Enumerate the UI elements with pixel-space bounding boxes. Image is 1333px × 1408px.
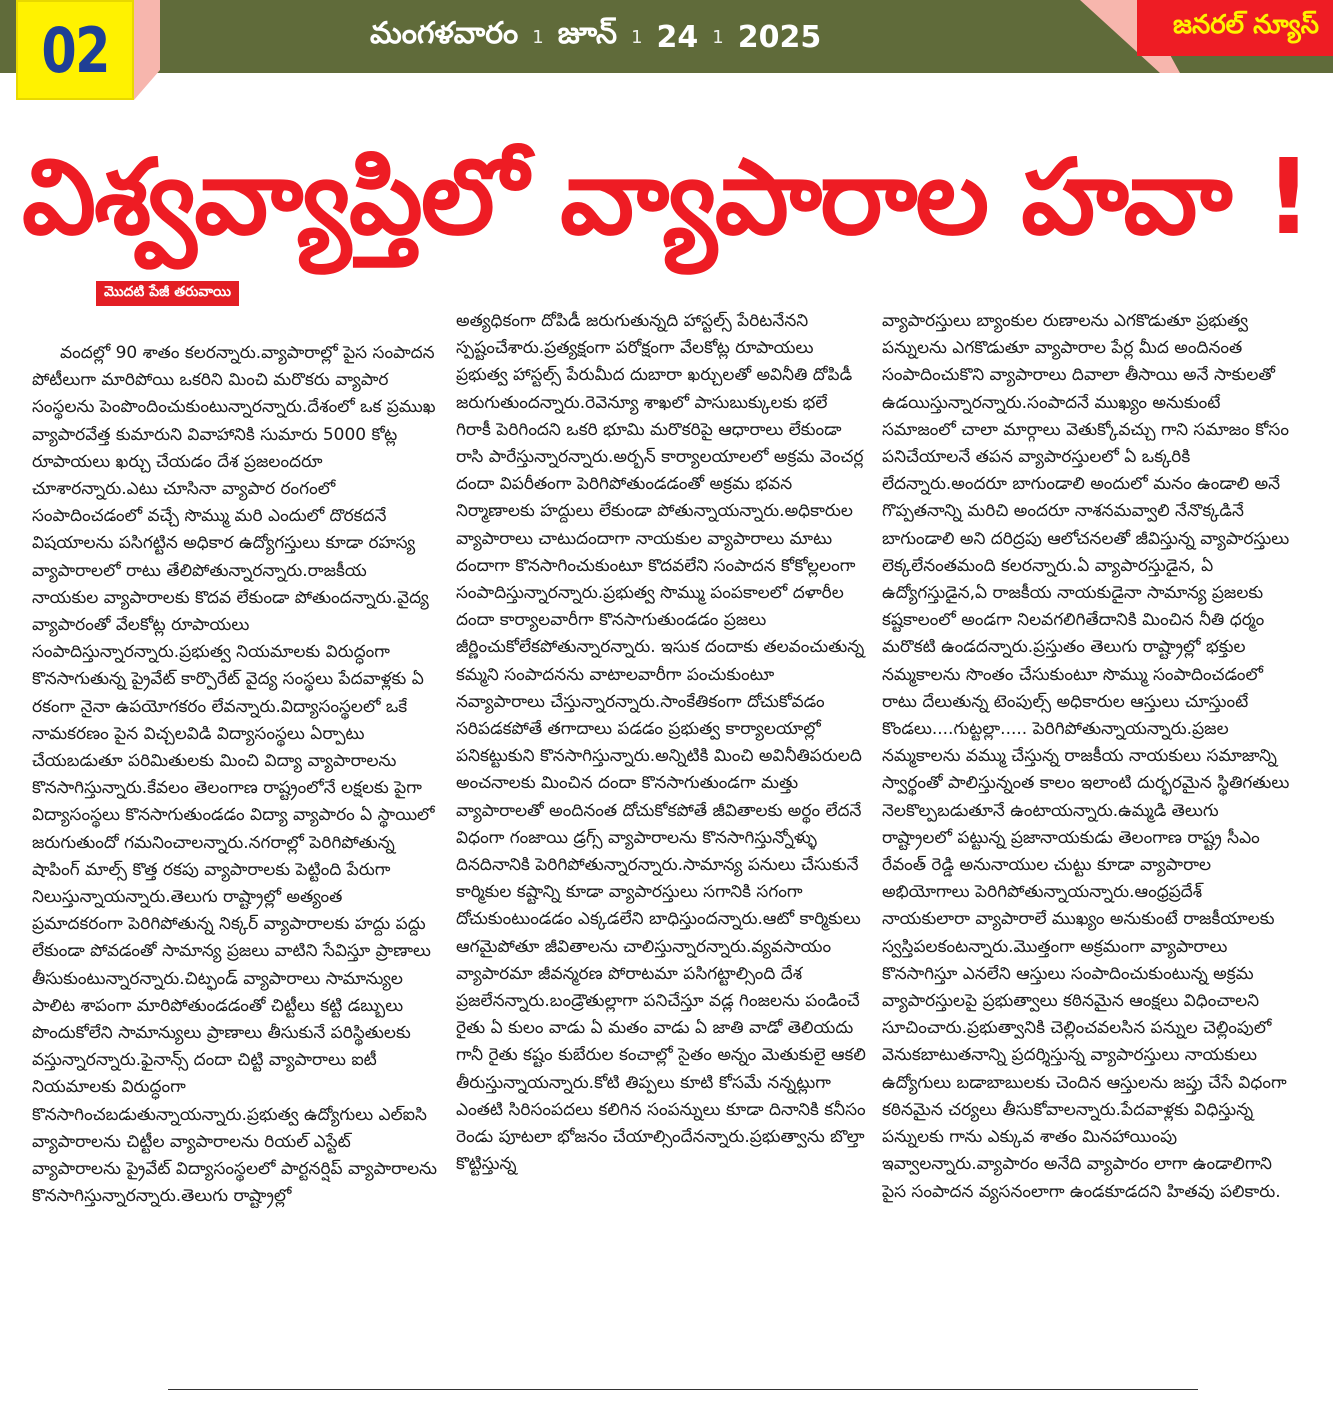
article-column-1: వందల్లో 90 శాతం కలరన్నారు.వ్యాపారాల్లో పైస సంపాదన పోటీలుగా మారిపోయి ఒకరిని మించి మరొకరు వ్యాపార సంస్థలను పెంపొందించుకుంటున్నారన్నారు.దేశంలో ఒక ప్రముఖ వ్యాపారవేత్త కుమారుని వివాహానికి సుమారు 5000 కోట్ల రూపాయలు ఖర్చు చేయడం దేశ ప్రజలందరూ చూశారన్నారు.ఎటు చూసినా వ్యాపార రంగంలో సంపాదించడంలో వచ్చే సొమ్ము మరి ఎందులో దొరకదనే విషయాలను పసిగట్టిన అధికార ఉద్యోగస్తులు కూడా రహస్య వ్యాపారాలలో రాటు తేలిపోతున్నారన్నారు.రాజకీయ నాయకుల వ్యాపారాలకు కొదవ లేకుండా పోతుందన్నారు.వైద్య వ్యాపారంతో వేలకోట్ల రూపాయలు సంపాదిస్తున్నారన్నారు.ప్రభుత్వ నియమాలకు విరుద్ధంగా కొనసాగుతున్న ప్రైవేట్ కార్పొరేట్ వైద్య సంస్థలు పేదవాళ్లకు ఏ రకంగా నైనా ఉపయోగకరం లేవన్నారు.విద్యాసంస్థలలో ఒకే నామకరణం పైన విచ్చలవిడి విద్యాసంస్థలు ఏర్పాటు చేయబడుతూ పరిమితులకు మించి విద్యా వ్యాపారాలను కొనసాగిస్తున్నారు.కేవలం తెలంగాణ రాష్ట్రంలోనే లక్షలకు పైగా విద్యాసంస్థలు కొనసాగుతుండడం విద్యా వ్యాపారం ఏ స్థాయిలో జరుగుతుందో గమనించాలన్నారు.నగరాల్లో పెరిగిపోతున్న షాపింగ్ మాల్స్ కొత్త రకపు వ్యాపారాలకు పెట్టింది పేరుగా నిలుస్తున్నాయన్నారు.తెలుగు రాష్ట్రాల్లో అత్యంత ప్రమాదకరంగా పెరిగిపోతున్న నిక్కర్ వ్యాపారాలకు హద్దు పద్దు లేకుండా పోవడంతో సామాన్య ప్రజలు వాటిని సేవిస్తూ ప్రాణాలు తీసుకుంటున్నారన్నారు.చిట్ఫండ్ వ్యాపారాలు సామాన్యుల పాలిట శాపంగా మారిపోతుండడంతో చిట్టీలు కట్టి డబ్బులు పొందుకోలేని సామాన్యులు ప్రాణాలు తీసుకునే పరిస్థితులకు వస్తున్నారన్నారు.ఫైనాన్స్ దందా చిట్టి వ్యాపారాలు ఐటీ నియమాలకు విరుద్ధంగా కొనసాగించబడుతున్నాయన్నారు.ప్రభుత్వ ఉద్యోగులు ఎల్ఐసి వ్యాపారాలను చిట్టీల వ్యాపారాలను రియల్ ఎస్టేట్ వ్యాపారాలను ప్రైవేట్ విద్యాసంస్థలలో పార్టనర్షిప్ వ్యాపారాలను కొనసాగిస్తున్నారన్నారు.తెలుగు రాష్ట్రాల్లో [32,343,437,1207]
article-headline: విశ్వవ్యాప్తిలో వ్యాపారాల హవా ! [22,136,1311,258]
date-separator: 1 [631,26,643,48]
date-separator: 1 [532,26,544,48]
page-number-badge [16,0,134,100]
footer-divider [168,1389,1198,1390]
date-month: జూన్ [557,16,618,51]
date-year: 2025 [737,19,822,55]
article-column-2: అత్యధికంగా దోపిడీ జరుగుతున్నది హాస్టల్స్ పేరిటనేనని స్పష్టంచేశారు.ప్రత్యక్షంగా పరోక్షంగా వేలకోట్ల రూపాయలు ప్రభుత్వ హాస్టల్స్ పేరుమీద దుబారా ఖర్చులతో అవినీతి దోపిడీ జరుగుతుందన్నారు.రెవెన్యూ శాఖలో పాసుబుక్కులకు భలే గిరాకీ పెరిగిందని ఒకరి భూమి మరొకరిపై ఆధారాలు లేకుండా రాసి పారేస్తున్నారన్నారు.అర్బన్ కార్యాలయాలలో అక్రమ వెంచర్ల దందా విపరీతంగా పెరిగిపోతుండడంతో అక్రమ భవన నిర్మాణాలకు హద్దులు లేకుండా పోతున్నాయన్నారు.అధికారుల వ్యాపారాలు చాటుదందాగా నాయకుల వ్యాపారాలు మాటు దందాగా కొనసాగించుకుంటూ కొదవలేని సంపాదన కోకోల్లలంగా సంపాదిస్తున్నారన్నారు.ప్రభుత్వ సొమ్ము పంపకాలలో దళారీల దందా కార్యాలవారీగా కొనసాగుతుండడం ప్రజలు జీర్ణించుకోలేకపోతున్నారన్నారు. ఇసుక దందాకు తలవంచుతున్న కమ్మని సంపాదనను వాటాలవారీగా పంచుకుంటూ నవ్యాపారాలు చేస్తున్నారన్నారు.సాంకేతికంగా దోచుకోవడం సరిపడకపోతే తగాదాలు పడడం ప్రభుత్వ కార్యాలయాల్లో పనికట్టుకుని కొనసాగిస్తున్నారు.అన్నిటికి మించి అవినీతిపరులది అంచనాలకు మించిన దందా కొనసాగుతుండగా మత్తు వ్యాపారాలతో అందినంత దోచుకోకపోతే జీవితాలకు అర్థం లేదనే విధంగా గంజాయి డ్రగ్స్ వ్యాపారాలను కొనసాగిస్తున్నోళ్ళు దినదినానికి పెరిగిపోతున్నారన్నారు.సామాన్య పనులు చేసుకునే కార్మికుల కష్టాన్ని కూడా వ్యాపారస్తులు సగానికి సగంగా దోచుకుంటుండడం ఎక్కడలేని బాధిస్తుందన్నారు.ఆటో కార్మికులు ఆగమైపోతూ జీవితాలను చాలిస్తున్నారన్నారు.వ్యవసాయం వ్యాపారమా జీవన్మరణ పోరాటమా పసిగట్టాల్సింది దేశ ప్రజలేనన్నారు.బండ్రౌతుల్లాగా పనిచేస్తూ వడ్ల గింజలను పండించే రైతు ఏ కులం వాడు ఏ మతం వాడు ఏ జాతి వాడో తెలియదు గానీ రైతు కష్టం కుబేరుల కంచాల్లో సైతం అన్నం మెతుకులై ఆకలి తీరుస్తున్నాయన్నారు.కోటి తిప్పలు కూటి కోసమే నన్నట్లుగా ఎంతటి సిరిసంపదలు కలిగిన సంపన్నులు కూడా దినానికి కనీసం రెండు పూటలా భోజనం చేయాల్సిందేనన్నారు.ప్రభుత్వాను బొల్తా కొట్టిస్తున్న [456,311,866,1175]
issue-date [370,14,821,60]
continued-from-front-page-label: మొదటి పేజీ తరువాయి [96,281,239,306]
decorative-stripe-left [134,0,160,100]
page-number: 02 [41,13,109,87]
section-label: జనరల్ న్యూస్ [1137,0,1333,56]
date-day: మంగళవారం [370,16,519,51]
article-column-3: వ్యాపారస్తులు బ్యాంకుల రుణాలను ఎగకొడుతూ ప్రభుత్వ పన్నులను ఎగకొడుతూ వ్యాపారాల పేర్ల మీద అందినంత సంపాదించుకొని వ్యాపారాలు దివాలా తీసాయి అనే సాకులతో ఉడయిస్తున్నారన్నారు.సంపాదనే ముఖ్యం అనుకుంటే సమాజంలో చాలా మార్గాలు వెతుక్కోవచ్చు గాని సమాజం కోసం పనిచేయాలనే తపన వ్యాపారస్తులలో ఏ ఒక్కరికి లేదన్నారు.అందరూ బాగుండాలి అందులో మనం ఉండాలి అనే గొప్పతనాన్ని మరిచి అందరూ నాశనమవ్వాలి నేనొక్కడినే బాగుండాలి అని దరిద్రపు ఆలోచనలతో జీవిస్తున్న వ్యాపారస్తులు లెక్కలేనంతమంది కలరన్నారు.ఏ వ్యాపారస్తుడైన, ఏ ఉద్యోగస్తుడైన,ఏ రాజకీయ నాయకుడైనా సామాన్య ప్రజలకు కష్టకాలంలో అండగా నిలవగలిగితేదానికి మించిన నీతి ధర్మం మరొకటి ఉండదన్నారు.ప్రస్తుతం తెలుగు రాష్ట్రాల్లో భక్తుల నమ్మకాలను సొంతం చేసుకుంటూ సొమ్ము సంపాదించడంలో రాటు దేలుతున్న టెంపుల్స్ అధికారుల ఆస్తులు చూస్తుంటే కొండలు....గుట్టల్లా..... పెరిగిపోతున్నాయన్నారు.ప్రజల నమ్మకాలను వమ్ము చేస్తున్న రాజకీయ నాయకులు సమాజాన్ని స్వార్థంతో పాలిస్తున్నంత కాలం ఇలాంటి దుర్భరమైన స్థితిగతులు నెలకొల్పబడుతూనే ఉంటాయన్నారు.ఉమ్మడి తెలుగు రాష్ట్రాలలో పట్టున్న ప్రజానాయకుడు తెలంగాణ రాష్ట్ర సీఎం రేవంత్ రెడ్డి అనునాయుల చుట్టు కూడా వ్యాపారాల అభియోగాలు పెరిగిపోతున్నాయన్నారు.ఆంధ్రప్రదేశ్ నాయకులారా వ్యాపారాలే ముఖ్యం అనుకుంటే రాజకీయాలకు స్వస్తిపలకంటన్నారు.మొత్తంగా అక్రమంగా వ్యాపారాలు కొనసాగిస్తూ ఎనలేని ఆస్తులు సంపాదించుకుంటున్న అక్రమ వ్యాపారస్తులపై ప్రభుత్వాలు కఠినమైన ఆంక్షలు విధించాలని సూచించారు.ప్రభుత్వానికి చెల్లించవలసిన పన్నుల చెల్లింపులో వెనుకబాటుతనాన్ని ప్రదర్శిస్తున్న వ్యాపారస్తులు నాయకులు ఉద్యోగులు బడాబాబులకు చెందిన ఆస్తులను జప్తు చేసే విధంగా కఠినమైన చర్యలు తీసుకోవాలన్నారు.పేదవాళ్లకు విధిస్తున్న పన్నులకు గాను ఎక్కువ శాతం మినహాయింపు ఇవ్వాలన్నారు.వ్యాపారం అనేది వ్యాపారం లాగా ఉండాలిగాని పైస సంపాదన వ్యసనంలాగా ఉండకూడదని హితవు పలికారు. [882,311,1290,1202]
date-separator: 1 [712,26,724,48]
date-day-number: 24 [656,19,699,55]
